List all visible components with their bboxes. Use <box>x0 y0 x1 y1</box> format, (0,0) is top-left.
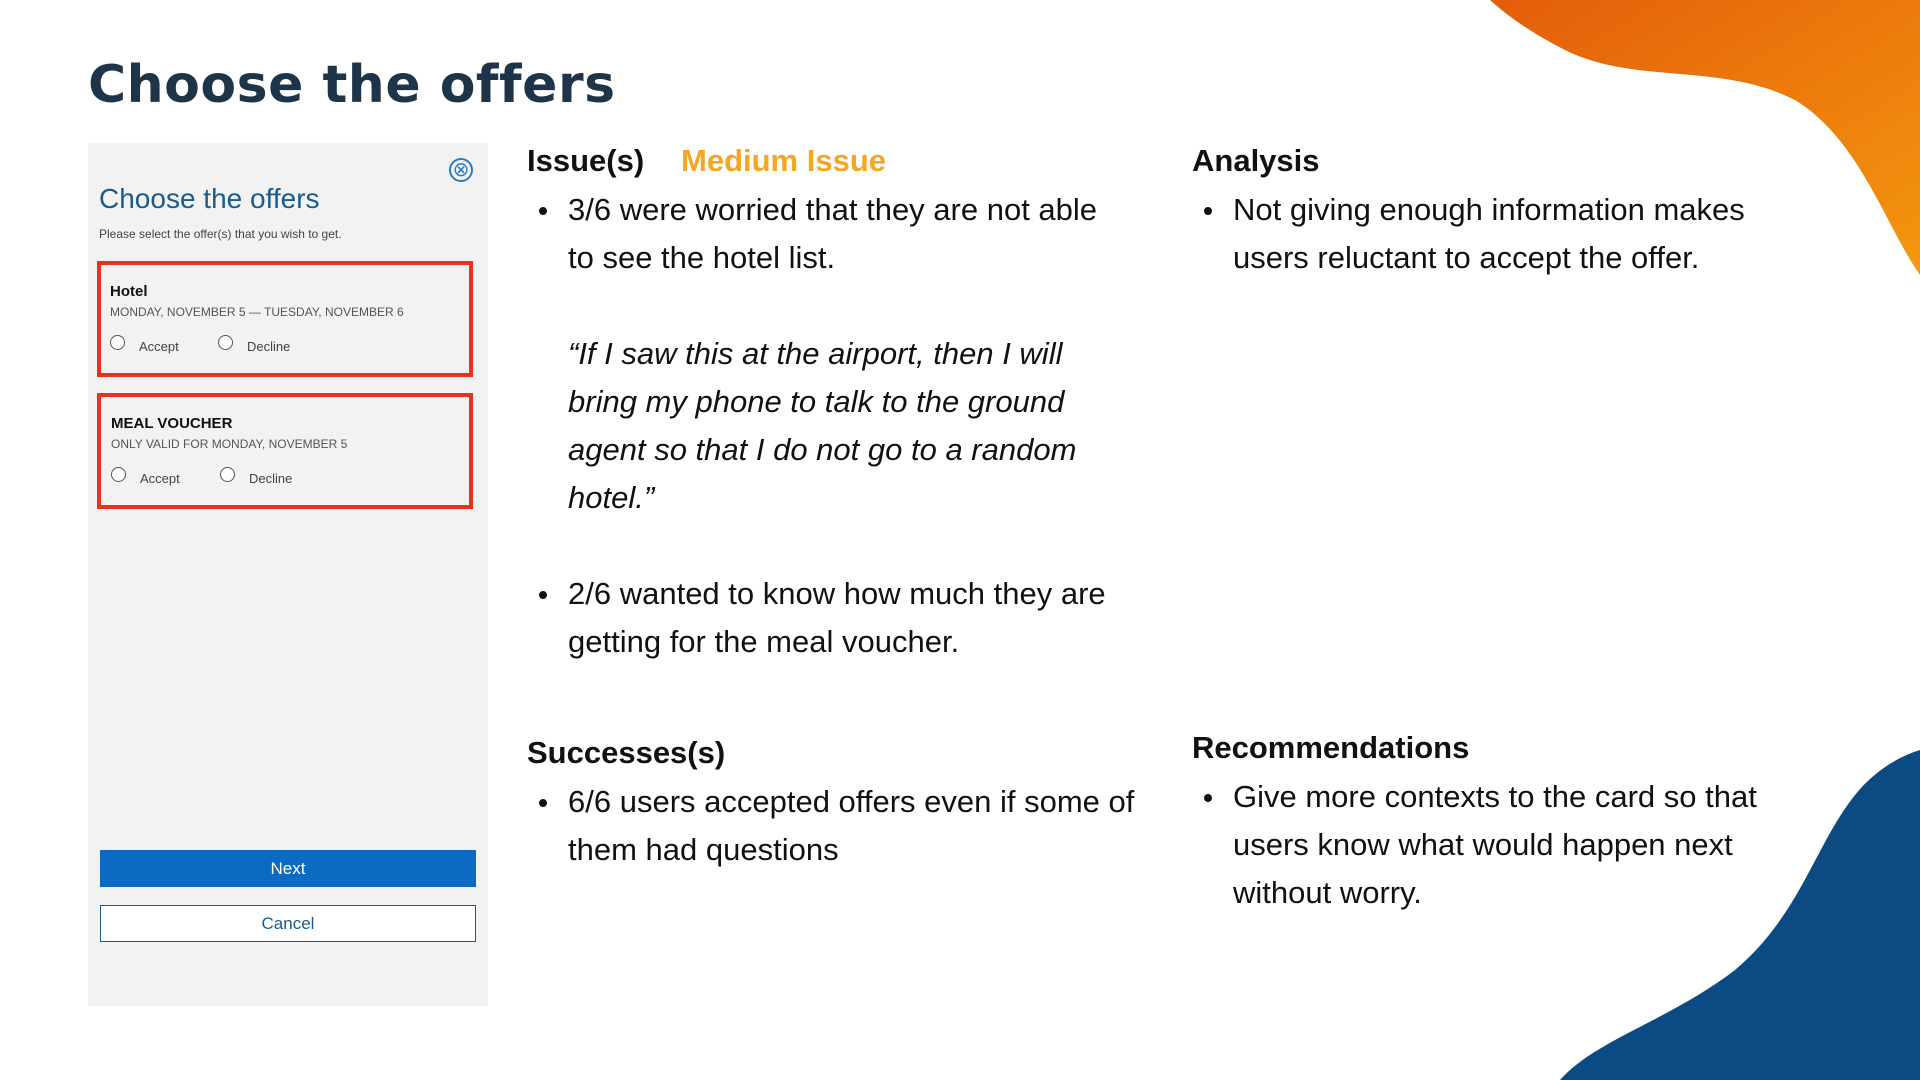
hotel-offer-card <box>97 261 473 377</box>
recommendations-list <box>1192 773 1802 917</box>
issue-severity-label: Medium Issue <box>681 143 886 178</box>
offer-title: MEAL VOUCHER <box>111 415 233 432</box>
offer-date: MONDAY, NOVEMBER 5 — TUESDAY, NOVEMBER 6 <box>110 305 404 319</box>
radio-icon <box>111 467 126 482</box>
radio-icon <box>218 335 233 350</box>
offers-screen-subtitle: Please select the offer(s) that you wish to get. <box>99 227 342 241</box>
list-item: Not giving enough information makes users reluctant to accept the offer. <box>1192 186 1802 282</box>
analysis-list <box>1192 186 1802 282</box>
list-item <box>527 570 1127 666</box>
analysis-heading: Analysis <box>1192 143 1320 178</box>
cancel-button[interactable]: Cancel <box>100 905 476 942</box>
list-item: Give more contexts to the card so that users know what would happen next without worry. <box>1192 773 1802 917</box>
decline-label: Decline <box>249 471 293 486</box>
offer-date: ONLY VALID FOR MONDAY, NOVEMBER 5 <box>111 437 348 451</box>
issues-heading: Issue(s) <box>527 143 645 178</box>
issue-text: 3/6 were worried that they are not able to see the hotel list. <box>568 192 1098 275</box>
offer-title: Hotel <box>110 283 148 300</box>
accept-radio[interactable] <box>110 339 179 354</box>
next-button[interactable]: Next <box>100 850 476 887</box>
successes-list <box>527 778 1147 874</box>
user-quote: “If I saw this at the airport, then I will bring my phone to talk to the ground agent so that I do not go to a random hotel.” <box>568 336 1077 515</box>
phone-screenshot <box>88 143 488 1006</box>
issue-text: 2/6 wanted to know how much they are getting for the meal voucher. <box>568 576 1106 659</box>
meal-voucher-offer-card <box>97 393 473 509</box>
decline-radio[interactable] <box>220 471 292 486</box>
recommendations-heading: Recommendations <box>1192 730 1470 765</box>
radio-icon <box>220 467 235 482</box>
accept-label: Accept <box>139 339 179 354</box>
list-item <box>527 186 1127 522</box>
close-icon[interactable]: ⊗ <box>449 158 473 182</box>
accept-label: Accept <box>140 471 180 486</box>
accept-radio[interactable] <box>111 471 180 486</box>
successes-heading: Successes(s) <box>527 735 726 770</box>
offers-screen-title: Choose the offers <box>99 183 320 214</box>
radio-icon <box>110 335 125 350</box>
slide-title: Choose the offers <box>88 55 616 115</box>
issues-list <box>527 186 1127 666</box>
decline-label: Decline <box>247 339 291 354</box>
list-item: 6/6 users accepted offers even if some of them had questions <box>527 778 1147 874</box>
decline-radio[interactable] <box>218 339 290 354</box>
